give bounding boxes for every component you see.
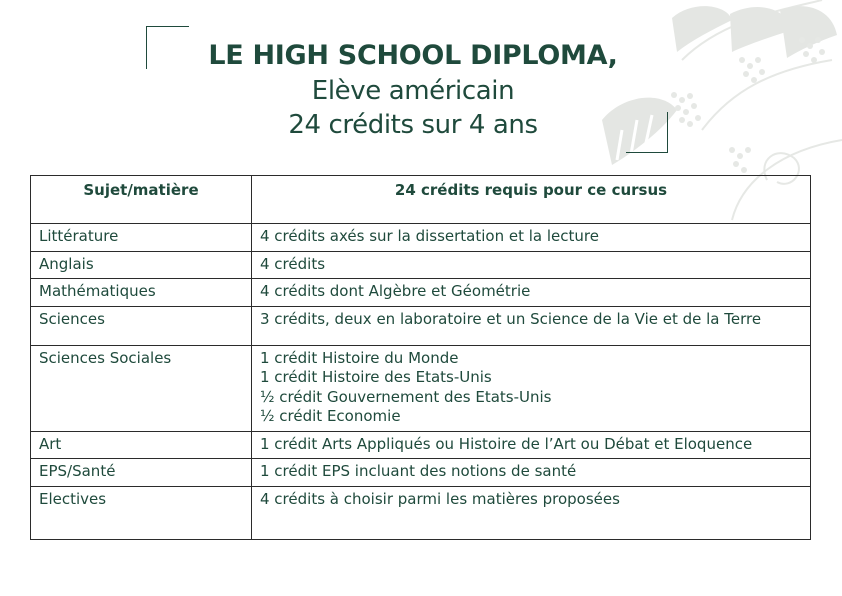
subject-cell: Sciences Sociales [31, 345, 252, 431]
table-row [31, 224, 811, 252]
credit-detail: 1 crédit EPS incluant des notions de santé [260, 462, 577, 480]
table-header-row [31, 176, 811, 224]
column-header-subject: Sujet/matière [31, 176, 252, 224]
credit-detail: 4 crédits [260, 254, 326, 273]
credits-cell [252, 431, 811, 459]
credits-table [30, 175, 811, 540]
table-row [31, 345, 811, 431]
credit-detail: 1 crédit Histoire du Monde [260, 348, 459, 367]
title-block [150, 38, 676, 142]
credit-detail: 4 crédits dont Algèbre et Géométrie [260, 282, 531, 300]
table-row [31, 431, 811, 459]
subject-cell: Littérature [31, 224, 252, 252]
credit-detail: ½ crédit Economie [260, 407, 401, 425]
credits-cell [252, 306, 811, 345]
credit-detail: 1 crédit Arts Appliqués ou Histoire de l’Art ou Débat et Eloquence [260, 434, 753, 453]
credits-cell [252, 459, 811, 487]
subject-cell: EPS/Santé [31, 459, 252, 487]
credits-cell [252, 345, 811, 431]
subject-cell: Mathématiques [31, 279, 252, 307]
credits-cell [252, 279, 811, 307]
credits-cell [252, 486, 811, 539]
subject-cell: Electives [31, 486, 252, 539]
credit-detail: 1 crédit Histoire des Etats-Unis [260, 368, 492, 386]
subject-cell: Art [31, 431, 252, 459]
credits-cell [252, 251, 811, 279]
credit-detail: ½ crédit Gouvernement des Etats-Unis [260, 387, 552, 406]
table-row [31, 251, 811, 279]
column-header-credits: 24 crédits requis pour ce cursus [252, 176, 811, 224]
table-row [31, 279, 811, 307]
credit-detail: 4 crédits axés sur la dissertation et la lecture [260, 227, 599, 245]
table-row [31, 486, 811, 539]
page-subtitle: Elève américain [311, 76, 515, 106]
subject-cell: Anglais [31, 251, 252, 279]
credit-detail: 3 crédits, deux en laboratoire et un Science de la Vie et de la Terre [260, 309, 762, 328]
page-credits-summary: 24 crédits sur 4 ans [288, 110, 538, 140]
subject-cell: Sciences [31, 306, 252, 345]
table-row [31, 306, 811, 345]
credit-detail: 4 crédits à choisir parmi les matières proposées [260, 489, 620, 508]
table-row [31, 459, 811, 487]
credits-cell [252, 224, 811, 252]
page-title: LE HIGH SCHOOL DIPLOMA, [208, 40, 618, 71]
